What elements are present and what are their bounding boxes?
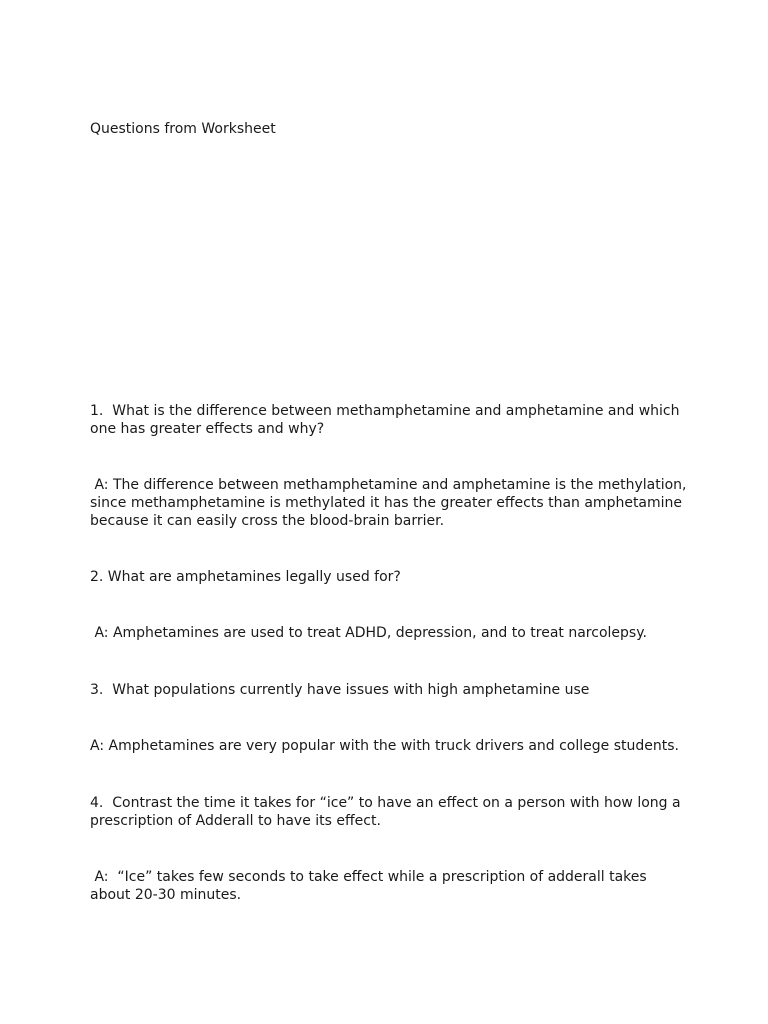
answer-3: A: Amphetamines are very popular with the with truck drivers and college students. — [90, 738, 679, 754]
document-title: Questions from Worksheet — [90, 121, 276, 137]
question-1: 1. What is the difference between methamphetamine and amphetamine and which one has greater effects and why? — [90, 403, 684, 437]
question-4: 4. Contrast the time it takes for “ice” to have an effect on a person with how long a prescription of Adderall to have its effect. — [90, 795, 686, 829]
answer-1: A: The difference between methamphetamine and amphetamine is the methylation, since methamphetamine is methylated it has the greater effects than amphetamine because it can easily cross the blood-brain barrier. — [90, 477, 691, 529]
question-3: 3. What populations currently have issues with high amphetamine use — [90, 682, 590, 698]
answer-4: A: “Ice” takes few seconds to take effect while a prescription of adderall takes about 20-30 minutes. — [90, 869, 652, 903]
question-2: 2. What are amphetamines legally used for? — [90, 569, 401, 585]
answer-2: A: Amphetamines are used to treat ADHD, depression, and to treat narcolepsy. — [90, 625, 647, 641]
